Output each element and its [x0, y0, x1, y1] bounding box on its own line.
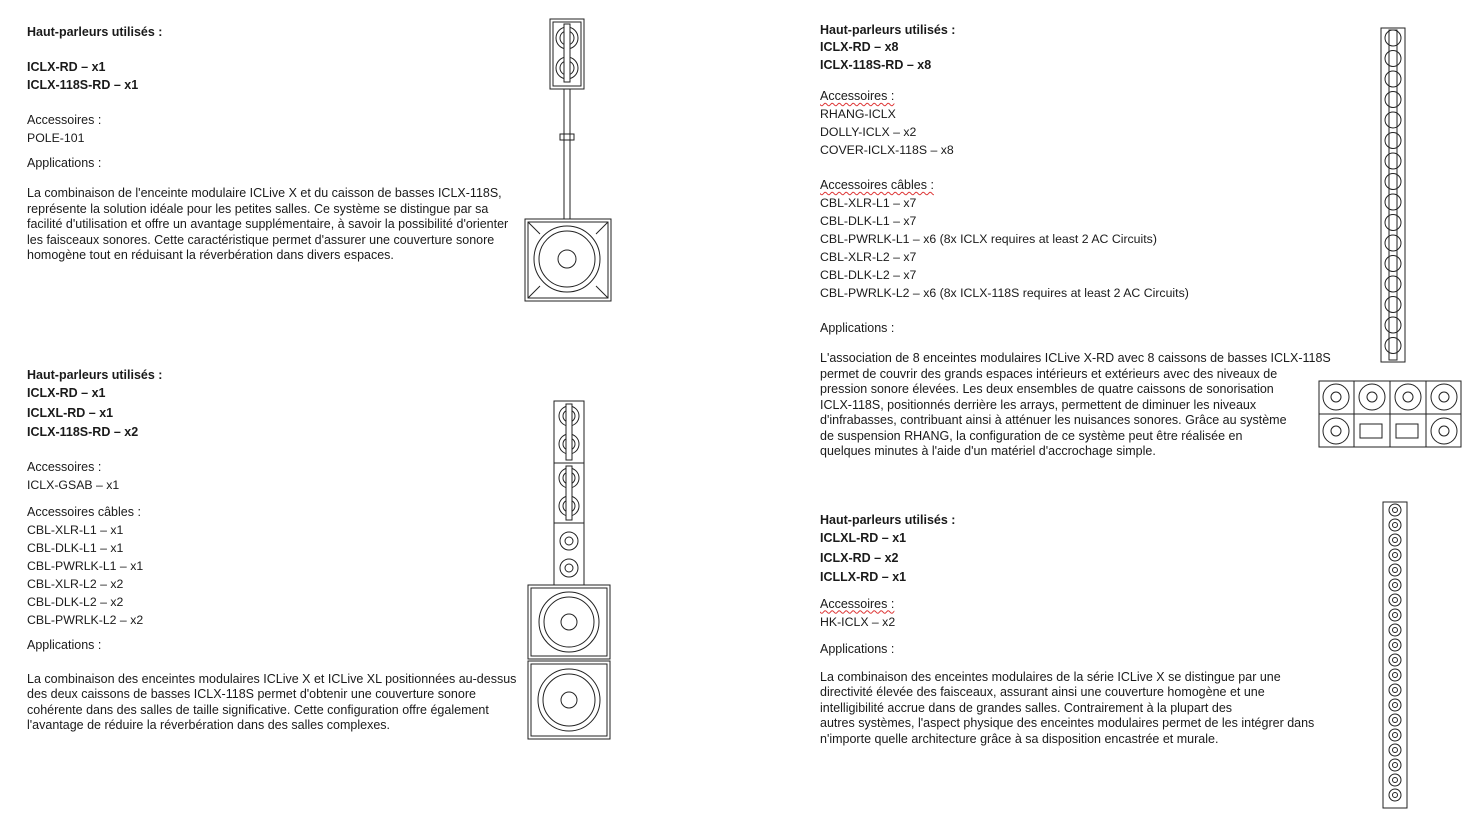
accessory-item: COVER-ICLX-118S – x8	[820, 143, 954, 157]
accessory-item: RHANG-ICLX	[820, 107, 896, 121]
speaker-item: ICLX-RD – x2	[820, 550, 899, 565]
speakers-heading: Haut-parleurs utilisés :	[820, 23, 956, 37]
applications-line: de suspension RHANG, la configuration de ce système peut être réalisée en	[820, 428, 1243, 443]
applications-line: autres systèmes, l'aspect physique des enceintes modulaires permet de les intégrer dans	[820, 716, 1315, 730]
speaker-item: ICLX-RD – x8	[820, 40, 899, 54]
cables-label: Accessoires câbles :	[27, 504, 141, 519]
speaker-item: ICLLX-RD – x1	[820, 570, 907, 584]
accessories-label: Accessoires :	[820, 596, 895, 611]
speaker-item: ICLX-118S-RD – x2	[27, 425, 139, 439]
applications-text: La combinaison de l'enceinte modulaire ICLive X et du caisson de basses ICLX-118S, représente la solution idéale pour les petites salles. Ce système se distingue par sa facilité d'utilisation et offre un avantage supplémentaire, à savoir la possibilité d'orienter les faisceaux sonores. Cette caractéristique permet d'assurer une couverture sonore homogène tout en réduisant la réverbération dans divers espaces.	[27, 186, 509, 262]
speaker-item: ICLX-118S-RD – x1	[27, 77, 139, 92]
cable-item: CBL-PWRLK-L2 – x2	[27, 612, 144, 627]
applications-line: La combinaison des enceintes modulaires de la série ICLive X se distingue par une	[820, 669, 1281, 684]
config-small-room	[27, 24, 517, 264]
cable-item: CBL-XLR-L2 – x7	[820, 250, 917, 264]
applications-line: quelques minutes à l'aide d'un matériel d'accrochage simple.	[820, 444, 1156, 458]
pole-mount-system-drawing	[520, 16, 615, 304]
applications-label: Applications :	[27, 637, 102, 652]
applications-line: intelligibilité accrue dans de grandes salles. Contrairement à la plupart des	[820, 700, 1233, 715]
speaker-item: ICLX-118S-RD – x8	[820, 57, 932, 72]
applications-line: pression sonore élevées. Les deux ensembles de quatre caissons de sonorisation	[820, 382, 1274, 396]
applications-line: d'infrabasses, contribuant ainsi à atténuer les nuisances sonores. Grâce au système	[820, 413, 1287, 427]
speaker-item: ICLXL-RD – x1	[27, 405, 114, 420]
applications-label: Applications :	[27, 156, 102, 170]
speaker-item: ICLX-RD – x1	[27, 386, 106, 400]
accessories-label: Accessoires :	[27, 113, 102, 127]
cable-item: CBL-DLK-L2 – x2	[27, 594, 124, 609]
applications-label: Applications :	[820, 641, 895, 656]
cable-item: CBL-XLR-L1 – x7	[820, 196, 917, 210]
subwoofer-block-drawing	[1318, 380, 1462, 448]
speakers-heading: Haut-parleurs utilisés :	[27, 25, 163, 39]
speaker-item: ICLXL-RD – x1	[820, 531, 907, 545]
config-architectural	[820, 512, 1365, 747]
accessory-item: POLE-101	[27, 131, 85, 145]
cable-item: CBL-DLK-L2 – x7	[820, 268, 917, 282]
cable-item: CBL-XLR-L2 – x2	[27, 576, 124, 591]
applications-line: directivité élevée des faisceaux, assurant ainsi une couverture homogène et une	[820, 685, 1265, 699]
cable-item: CBL-PWRLK-L1 – x1	[27, 558, 144, 573]
speakers-heading: Haut-parleurs utilisés :	[27, 368, 163, 382]
cable-item: CBL-DLK-L1 – x1	[27, 540, 124, 555]
accessory-item: HK-ICLX – x2	[820, 614, 896, 629]
accessories-label: Accessoires :	[820, 89, 895, 103]
applications-line: L'association de 8 enceintes modulaires ICLive X-RD avec 8 caissons de basses ICLX-118S	[820, 351, 1331, 365]
accessories-label: Accessoires :	[27, 459, 102, 474]
cables-label: Accessoires câbles :	[820, 178, 934, 192]
config-large-venue	[820, 22, 1365, 460]
speakers-heading: Haut-parleurs utilisés :	[820, 513, 956, 527]
cable-item: CBL-PWRLK-L2 – x6 (8x ICLX-118S requires at least 2 AC Circuits)	[820, 286, 1189, 300]
applications-line: permet de couvrir des grands espaces intérieurs et extérieurs avec des niveaux de	[820, 366, 1278, 381]
applications-text: La combinaison des enceintes modulaires ICLive X et ICLive XL positionnées au-dessus des deux caissons de basses ICLX-118S permet d'obtenir une couverture sonore cohérente dans des salles de taille significative. Cette configuration offre également l'avantage de réduire la réverbération dans des salles complexes.	[27, 671, 517, 732]
applications-label: Applications :	[820, 321, 895, 335]
applications-line: n'importe quelle architecture grâce à sa disposition encastrée et murale.	[820, 731, 1219, 746]
applications-line: ICLX-118S, positionnés derrière les arrays, permettent de diminuer les niveaux	[820, 397, 1257, 412]
cable-item: CBL-DLK-L1 – x7	[820, 214, 917, 228]
accessory-item: DOLLY-ICLX – x2	[820, 125, 917, 139]
speaker-item: ICLX-RD – x1	[27, 60, 106, 74]
column-array-drawing	[1380, 500, 1410, 810]
flown-array-drawing	[1378, 26, 1408, 364]
cable-item: CBL-PWRLK-L1 – x6 (8x ICLX requires at least 2 AC Circuits)	[820, 232, 1157, 246]
accessory-item: ICLX-GSAB – x1	[27, 477, 120, 492]
config-large-room	[27, 367, 519, 734]
ground-stack-system-drawing	[525, 398, 615, 746]
cable-item: CBL-XLR-L1 – x1	[27, 522, 124, 537]
